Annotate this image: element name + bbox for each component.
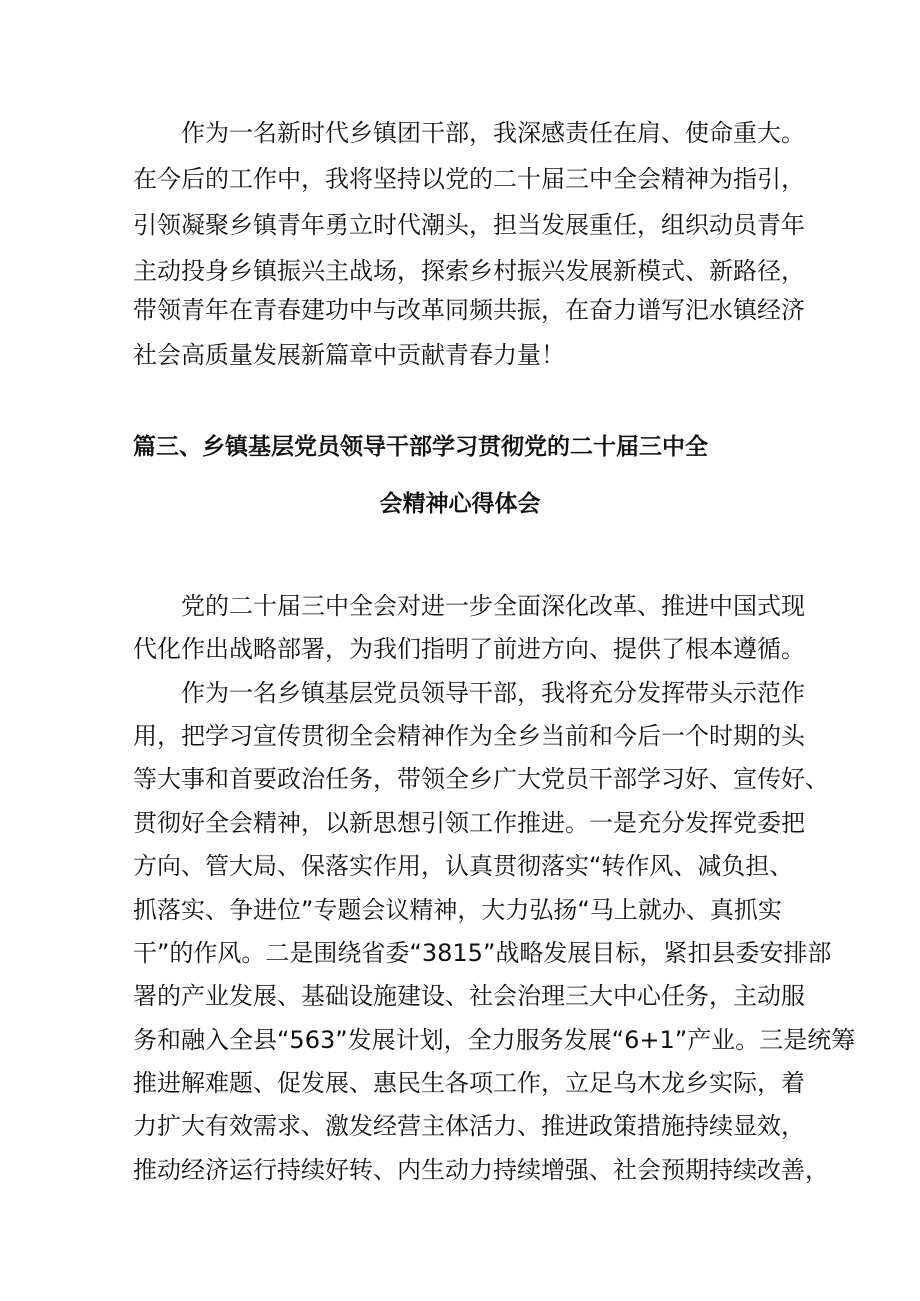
section-title: 篇三、乡镇基层党员领导干部学习贯彻党的二十届三中全 — [133, 434, 708, 460]
paragraph-line: 务和融入全县“563”发展计划，全力服务发展“6+1”产业。三是统筹 — [133, 1026, 856, 1054]
paragraph-line: 方向、管大局、保落实作用，认真贯彻落实“转作风、减负担、 — [133, 852, 794, 880]
section-title-continued: 会精神心得体会 — [379, 491, 541, 517]
paragraph-line: 作为一名乡镇基层党员领导干部，我将充分发挥带头示范作 — [181, 679, 805, 707]
paragraph-line: 推进解难题、促发展、惠民生各项工作，立足乌木龙乡实际，着 — [133, 1069, 805, 1097]
paragraph-line: 贯彻好全会精神，以新思想引领工作推进。一是充分发挥党委把 — [133, 809, 805, 837]
paragraph-line: 社会高质量发展新篇章中贡献青春力量！ — [133, 341, 565, 369]
paragraph-line: 党的二十届三中全会对进一步全面深化改革、推进中国式现 — [181, 592, 805, 620]
paragraph-line: 在今后的工作中，我将坚持以党的二十届三中全会精神为指引， — [133, 165, 805, 193]
paragraph-line: 推动经济运行持续好转、内生动力持续增强、社会预期持续改善， — [133, 1156, 829, 1184]
paragraph-line: 用，把学习宣传贯彻全会精神作为全乡当前和今后一个时期的头 — [133, 722, 805, 750]
paragraph-line: 等大事和首要政治任务，带领全乡广大党员干部学习好、宣传好、 — [133, 765, 829, 793]
paragraph-line: 主动投身乡镇振兴主战场，探索乡村振兴发展新模式、新路径， — [133, 257, 805, 285]
paragraph-line: 署的产业发展、基础设施建设、社会治理三大中心任务，主动服 — [133, 982, 805, 1010]
paragraph-line: 带领青年在青春建功中与改革同频共振，在奋力谱写汜水镇经济 — [133, 296, 805, 324]
paragraph-line: 干”的作风。二是围绕省委“3815”战略发展目标，紧扣县委安排部 — [133, 939, 832, 967]
paragraph-line: 力扩大有效需求、激发经营主体活力、推进政策措施持续显效， — [133, 1112, 805, 1140]
paragraph-line: 代化作出战略部署，为我们指明了前进方向、提供了根本遵循。 — [133, 635, 805, 663]
paragraph-line: 作为一名新时代乡镇团干部，我深感责任在肩、使命重大。 — [181, 119, 805, 147]
paragraph-line: 引领凝聚乡镇青年勇立时代潮头，担当发展重任，组织动员青年 — [133, 211, 805, 239]
paragraph-line: 抓落实、争进位”专题会议精神，大力弘扬“马上就办、真抓实 — [133, 896, 782, 924]
